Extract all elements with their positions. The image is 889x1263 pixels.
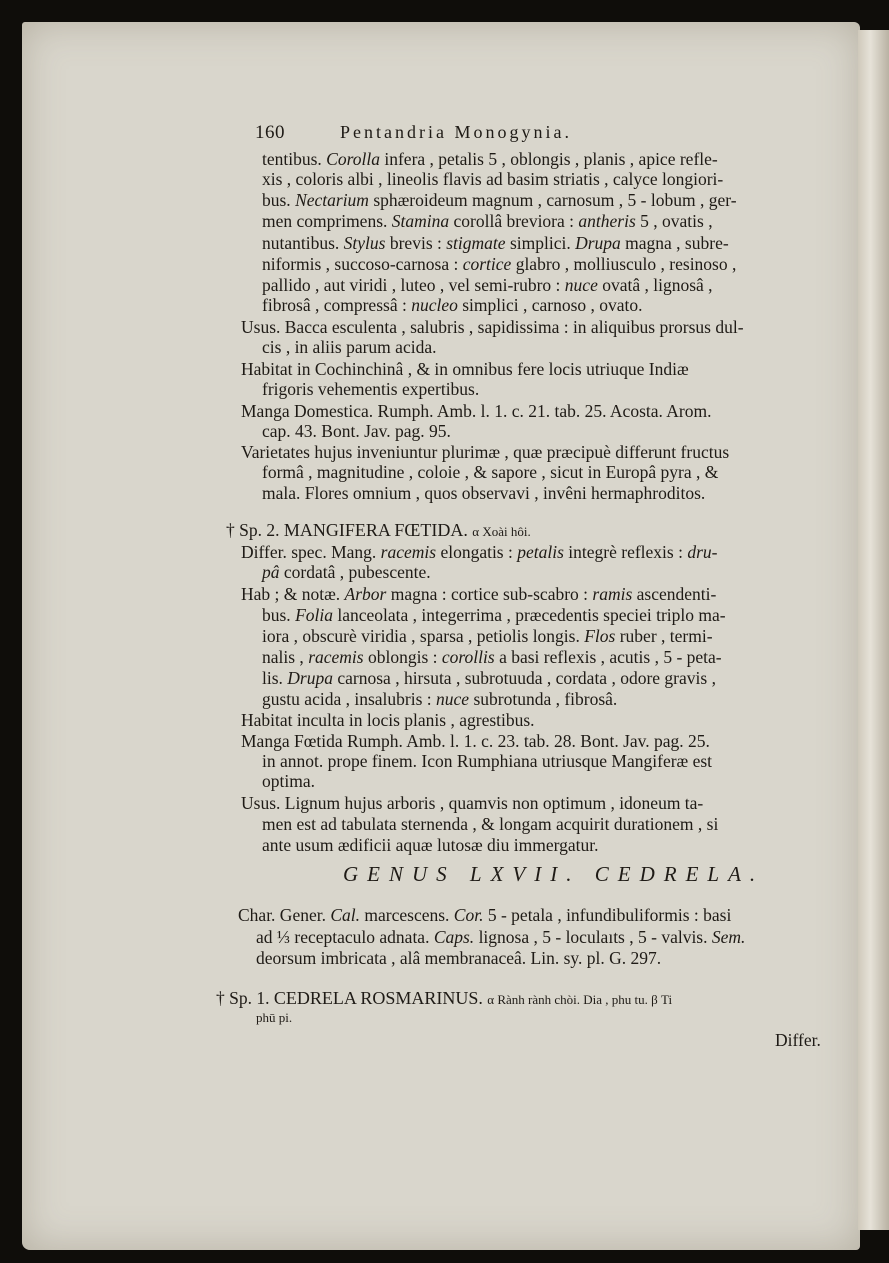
- text-line: men comprimens. Stamina corollâ breviora : antheris 5 , ovatis ,: [262, 211, 713, 231]
- text-line: Char. Gener. Cal. marcescens. Cor. 5 - petala , infundibuliformis : basi: [238, 905, 732, 925]
- text-line: in annot. prope finem. Icon Rumphiana utriusque Mangiferæ est: [262, 751, 713, 771]
- genus-heading: GENUS LXVII. CEDRELA.: [343, 862, 765, 886]
- text-line: tentibus. Corolla infera , petalis 5 , oblongis , planis , apice refle-: [262, 149, 718, 169]
- text-line: iora , obscurè viridia , sparsa , petiolis longis. Flos ruber , termi-: [262, 626, 713, 646]
- species-heading: † Sp. 1. CEDRELA ROSMARINUS. α Rành rành chòi. Dia , phu tu. β Ti: [216, 988, 673, 1008]
- text-line: pâ cordatâ , pubescente.: [262, 562, 431, 582]
- text-line: men est ad tabulata sternenda , & longam acquirit durationem , si: [262, 814, 719, 834]
- text-line: bus. Nectarium sphæroideum magnum , carnosum , 5 - lobum , ger-: [262, 190, 737, 210]
- text-line: deorsum imbricata , alâ membranaceâ. Lin. sy. pl. G. 297.: [256, 948, 662, 968]
- text-line: Habitat in Cochinchinâ , & in omnibus fere locis utriuque Indiæ: [241, 359, 689, 379]
- text-line: frigoris vehementis expertibus.: [262, 379, 480, 399]
- text-line: nalis , racemis oblongis : corollis a basi reflexis , acutis , 5 - peta-: [262, 647, 722, 667]
- text-line: pallido , aut viridi , luteo , vel semi-rubro : nuce ovatâ , lignosâ ,: [262, 275, 713, 295]
- text-line: cap. 43. Bont. Jav. pag. 95.: [262, 421, 451, 441]
- text-line: phū pi.: [256, 1010, 293, 1025]
- text-line: formâ , magnitudine , coloie , & sapore , sicut in Europâ pyra , &: [262, 462, 719, 482]
- text-line: niformis , succoso-carnosa : cortice glabro , molliusculo , resinoso ,: [262, 254, 737, 274]
- page-number: 160: [255, 122, 285, 143]
- text-line: optima.: [262, 771, 315, 791]
- text-line: Manga Fœtida Rumph. Amb. l. 1. c. 23. tab. 28. Bont. Jav. pag. 25.: [241, 731, 710, 751]
- catchword: Differ.: [775, 1030, 821, 1050]
- species-heading: † Sp. 2. MANGIFERA FŒTIDA. α Xoài hôi.: [226, 520, 531, 540]
- running-title: Pentandria Monogynia.: [340, 122, 572, 142]
- text-line: Hab ; & notæ. Arbor magna : cortice sub-scabro : ramis ascendenti-: [241, 584, 717, 604]
- text-line: Usus. Bacca esculenta , salubris , sapidissima : in aliquibus prorsus dul-: [241, 317, 744, 337]
- text-line: nutantibus. Stylus brevis : stigmate simplici. Drupa magna , subre-: [262, 233, 729, 253]
- text-line: Habitat inculta in locis planis , agrestibus.: [241, 710, 535, 730]
- text-line: gustu acida , insalubris : nuce subrotunda , fibrosâ.: [262, 689, 618, 709]
- text-line: Differ. spec. Mang. racemis elongatis : petalis integrè reflexis : dru-: [241, 542, 718, 562]
- text-line: xis , coloris albi , lineolis flavis ad basim striatis , calyce longiori-: [262, 169, 724, 189]
- text-line: ad ⅓ receptaculo adnata. Caps. lignosa , 5 - loculaıts , 5 - valvis. Sem.: [256, 927, 746, 947]
- text-line: Usus. Lignum hujus arboris , quamvis non optimum , idoneum ta-: [241, 793, 704, 813]
- text-line: Varietates hujus inveniuntur plurimæ , quæ præcipuè differunt fructus: [241, 442, 730, 462]
- text-line: lis. Drupa carnosa , hirsuta , subrotuuda , cordata , odore gravis ,: [262, 668, 716, 688]
- page-edge: [858, 30, 889, 1230]
- text-line: bus. Folia lanceolata , integerrima , præcedentis speciei triplo ma-: [262, 605, 726, 625]
- text-line: mala. Flores omnium , quos observavi , invêni hermaphroditos.: [262, 483, 706, 503]
- text-line: cis , in aliis parum acida.: [262, 337, 437, 357]
- text-line: Manga Domestica. Rumph. Amb. l. 1. c. 21. tab. 25. Acosta. Arom.: [241, 401, 712, 421]
- text-line: fibrosâ , compressâ : nucleo simplici , carnoso , ovato.: [262, 295, 643, 315]
- text-line: ante usum ædificii aquæ lutosæ diu immergatur.: [262, 835, 599, 855]
